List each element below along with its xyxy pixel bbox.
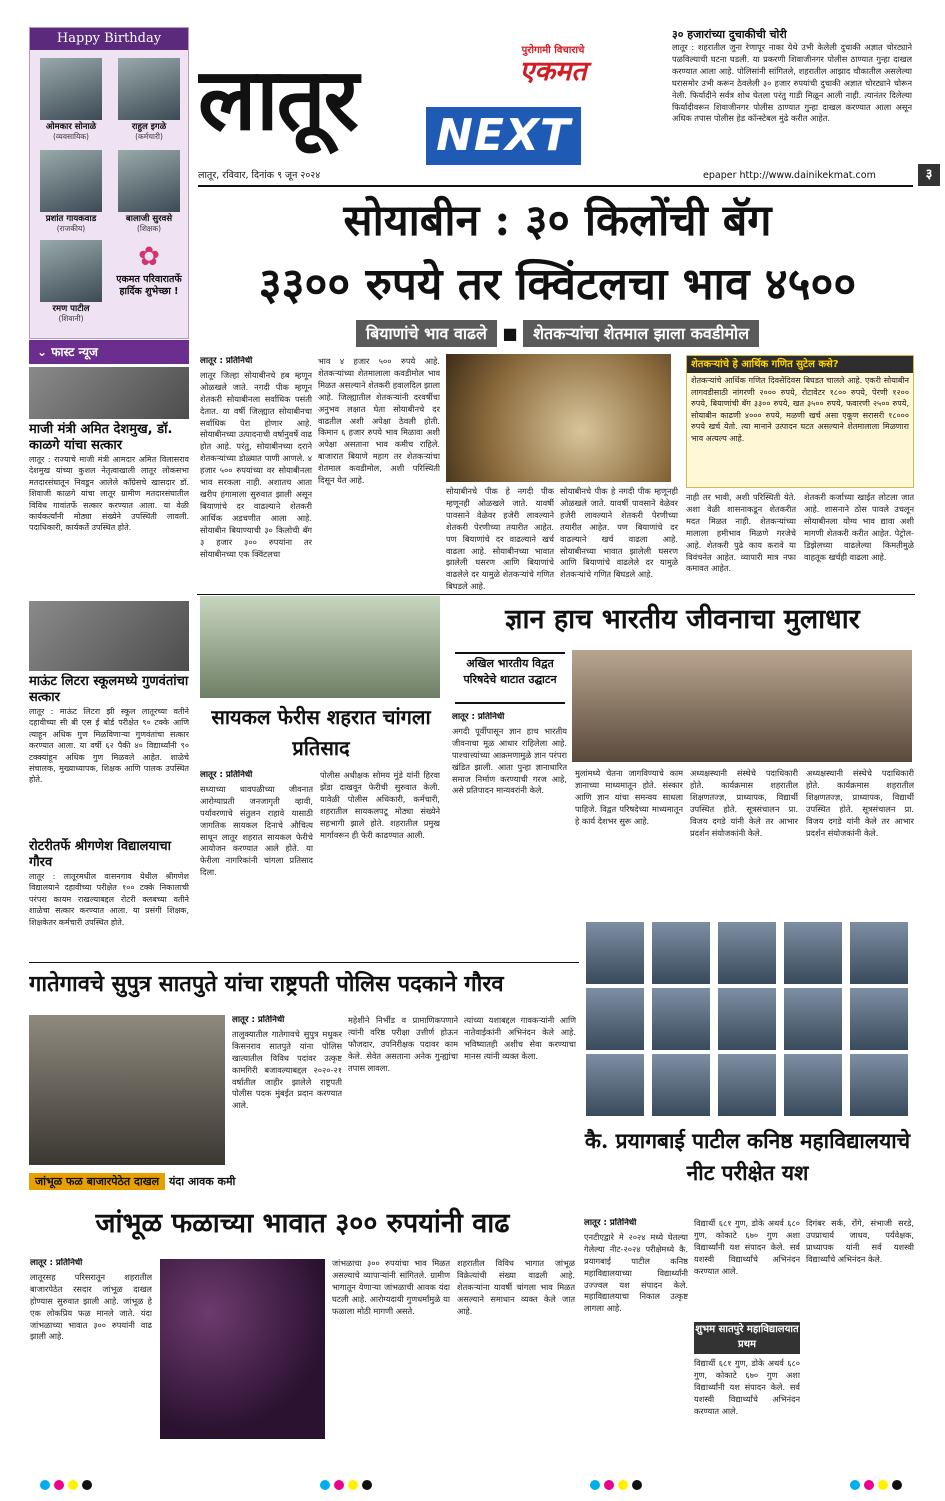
cycling-headline: सायकल फेरीस शहरात चांगला प्रतिसाद [211, 705, 431, 760]
print-mark [40, 1480, 50, 1490]
cycling-col-1 [200, 770, 313, 960]
birthday-person [36, 240, 106, 323]
student-photo [652, 922, 710, 984]
birthday-person [114, 58, 184, 141]
wish-text: एकमत परिवारातर्फे हार्दिक शुभेच्छा ! [116, 274, 182, 297]
birthday-person [36, 150, 106, 233]
person-photo [118, 58, 180, 120]
square-icon: ■ [502, 324, 524, 343]
neet-col-2: विद्यार्थी ६८१ गुण, डोके अथर्व ६८० गुण, कोकाटे ६७० गुण अशा विद्यार्थ्यांनी यश संपादन केले. सर्व यशस्वी विद्यार्थ्यांचे अभिनंदन करण्यात आले. [694, 1218, 800, 1276]
jambhul-col-1-text: लातूरसह परिसरातून शहरातील बाजारपेठेत रसदार जांभूळ दाखल होण्यास सुरुवात झाली आहे. जांभूळ हे एक लोकप्रिय फळ मानले जाते. यंदा जांभळाच्या भावात ३०० रुपयांनी वाढ झाली आहे. [30, 1271, 152, 1342]
fast-news-headline: माऊंट लिटरा स्कूलमध्ये गुणवंतांचा सत्कार [29, 674, 189, 705]
lead-col-5: शेतकरी कर्जाच्या खाईत लोटला जात आहे. शासनाने ठोस पावले उचलून सोयाबीनला योग्य भाव द्यावा अशी मागणी शेतकरी करीत आहेत. पेट्रोल-डिझेलच्या वाढलेल्या किमतीमुळे वाहतूक खर्चही वाढला आहे. [804, 492, 914, 562]
farm-box-title: शेतकऱ्यांचे हे आर्थिक गणित सुटेल कसे? [687, 356, 913, 373]
student-photo [850, 988, 908, 1050]
lead-col-1 [200, 356, 312, 592]
satpute-col-1 [232, 1015, 342, 1167]
print-mark [864, 1480, 874, 1490]
student-photo [784, 1054, 842, 1116]
print-mark [320, 1480, 330, 1490]
jambhul-headline: जांभूळ फळाच्या भावात ३०० रुपयांनी वाढ [95, 1208, 510, 1239]
news-photo [29, 601, 189, 671]
chevron-down-icon: ⌄ [37, 345, 52, 359]
farm-economics-box [686, 355, 914, 488]
person-role: (कर्मचारी) [135, 132, 163, 141]
lead-col-3b: सोयाबीनचे पीक हे नगदी पीक म्हणूनही ओळखले जाते. यावर्षी पावसाने वेळेवर हजेरी लावल्याने शेतकरी पेरणीच्या तयारीत आहेत. पण बियाणांचे दर वाढल्याने खर्च वाढला आहे. सोयाबीनच्या भावात झालेली घसरण आणि बियाणांचे वाढलेले दर यामुळे शेतकऱ्यांचे गणित बिघडले आहे. [560, 486, 678, 580]
student-photo [652, 988, 710, 1050]
satpute-col-2: महेशीने निर्भीड व प्रामाणिकपणाने त्यांनी वरिष्ठ परीक्षा उत्तीर्ण होऊन फौजदार, उपनिरीक्षक पदावर काम केले. सेवेत असताना अनेक गुन्ह्यांचा तपास लावला. [348, 1015, 458, 1073]
person-photo [40, 150, 102, 212]
theft-headline: ३० हजारांच्या दुचाकीची चोरी [672, 28, 787, 41]
satpute-byline: लातूर : प्रतिनिधी [232, 1015, 285, 1025]
person-role: (शिक्षक) [136, 224, 162, 233]
fast-news-headline: माजी मंत्री अमित देशमुख, डॉ. काळगे यांचा सत्कार [29, 422, 173, 453]
print-mark [348, 1480, 358, 1490]
print-mark [590, 1480, 600, 1490]
knowledge-col-1-text: अगदी पूर्वीपासून ज्ञान हाच भारतीय जीवनाचा मूळ आधार राहिलेला आहे. पाश्चात्त्यांच्या आक्रमणामुळे ज्ञान परंपरा खंडित झाली. आता पुन्हा ज्ञानाधारित समाज निर्माण करण्याची गरज आहे, असे प्रतिपादन मान्यवरांनी केले. [452, 725, 567, 796]
print-mark [618, 1480, 628, 1490]
masthead [198, 27, 660, 182]
neet-headline: कै. प्रयागबाई पाटील कनिष्ठ महाविद्यालयाचे नीट परीक्षेत यश [584, 1128, 911, 1185]
neet-photo-grid [582, 920, 913, 1118]
next-logo: NEXT [426, 107, 581, 165]
birthday-person [114, 150, 184, 233]
student-photo [652, 1054, 710, 1116]
knowledge-col-2: मुलांमध्ये चेतना जागविण्याचे काम ज्ञानाच्या माध्यमातून होते. संस्कार आणि ज्ञान यांचा समन्वय साधला पाहिजे. विद्वत परिषदेच्या माध्यमातून हे कार्य देशभर सुरू आहे. [575, 768, 683, 826]
fast-news-title: ⌄ फास्ट न्यूज [29, 340, 189, 364]
lead-subhead [200, 318, 915, 350]
print-mark [878, 1480, 888, 1490]
neet-subbox: शुभम सातपुरे महाविद्यालयात प्रथम [694, 1322, 800, 1354]
person-role: (व्यवसायिक) [52, 132, 89, 141]
jambhul-col-2: जांभळाचा ३०० रुपयांचा भाव मिळत असल्याचे व्यापाऱ्यांनी सांगितले. ग्रामीण भागातून येणाऱ्या जांभळाची आवक यंदा घटली आहे. आरोग्यदायी गुणधर्मांमुळे या फळाला मोठी मागणी असते. [332, 1258, 450, 1316]
logo-latur: लातूर [198, 49, 357, 150]
lokmat-logo [488, 45, 618, 87]
knowledge-headline: ज्ञान हाच भारतीय जीवनाचा मुलाधार [505, 604, 860, 635]
person-photo [118, 150, 180, 212]
print-mark [892, 1480, 902, 1490]
fast-news-text: लातूर : राज्याचे माजी मंत्री आमदार अमित विलासराव देशमुख यांच्या कुशल नेतृत्वाखाली लातूर लोकसभा मतदारसंघातून निवडून आलेले काँग्रेसचे खासदार डॉ. शिवाजी काळगे यांचा लातूर ग्रामीण मतदारसंघातील विविध गावांतर्फे सत्कार करण्यात आला. या वेळी कार्यकर्त्यांनी मोठ्या संख्येने उपस्थिती लावली. पदाधिकारी, कार्यकर्ते उपस्थित होते. [29, 455, 189, 533]
lead-sub-b: शेतकऱ्यांचा शेतमाल झाला कवडीमोल [523, 320, 759, 347]
student-photo [718, 1054, 776, 1116]
section-rule [29, 962, 579, 963]
fast-news-text: लातूर : लातूरमधील वासनगाव येथील श्रीगणेश विद्यालयाने दहावीच्या परीक्षेत १०० टक्के निकालाची परंपरा कायम राखल्याबद्दल रोटरी क्लबच्या वतीने शाळेचा सत्कार करण्यात आला. या प्रसंगी शिक्षक, शिक्षकेतर कर्मचारी उपस्थित होते. [29, 872, 189, 927]
jambhul-col-3: शहरातील विविध भागात जांभूळ विक्रेत्यांची संख्या वाढली आहे. शेतकऱ्यांना यावर्षी चांगला भाव मिळत असल्याने समाधान व्यक्त केले जात आहे. [457, 1258, 575, 1316]
neet-col-2b: विद्यार्थी ६८१ गुण, डोके अथर्व ६८० गुण, कोकाटे ६७० गुण अशा विद्यार्थ्यांनी यश संपादन केले. सर्व यशस्वी विद्यार्थ्यांचे अभिनंदन करण्यात आले. [694, 1358, 800, 1416]
lokmat-name: एकमत [519, 56, 587, 87]
print-mark [362, 1480, 372, 1490]
print-mark [334, 1480, 344, 1490]
satpute-col-1-text: तालुक्यातील गातेगावचे सुपुत्र मधुकर किसनराव सातपुते यांना पोलिस खात्यातील विविध पदांवर उत्कृष्ट कामगिरी बजावल्याबद्दल २०२०-२१ वर्षातील जाहीर झालेले राष्ट्रपती पोलीस पदक मुंबईत प्रदान करण्यात आले. [232, 1028, 342, 1111]
cycling-col-2: पोलीस अधीक्षक सोमय मुंडे यांनी हिरवा झेंडा दाखवून फेरीची सुरुवात केली. यावेळी पोलीस अधिकारी, कर्मचारी, शहरातील सायकलपटू मोठ्या संख्येने सहभागी झाले होते. शहरातील प्रमुख मार्गावरून ही फेरी काढण्यात आली. [320, 770, 440, 840]
student-photo [586, 922, 644, 984]
person-name: प्रशांत गायकवाड [45, 214, 97, 224]
cycling-photo [200, 596, 440, 698]
student-photo [718, 988, 776, 1050]
print-mark [850, 1480, 860, 1490]
jambhul-tag: जांभूळ फळ बाजारपेठेत दाखल [29, 1173, 165, 1190]
birthday-title: Happy Birthday [30, 28, 188, 50]
satpute-photo [29, 1015, 225, 1165]
student-photo [718, 922, 776, 984]
neet-col-1-text: एनटीएद्वारे मे २०२४ मध्ये घेतल्या गेलेल्या नीट-२०२४ परीक्षेमध्ये कै. प्रयागबाई पाटील कनिष्ठ महाविद्यालयाच्या विद्यार्थ्यांनी उज्ज्वल यश संपादन केले. महाविद्यालयाचा निकाल उत्कृष्ट लागला आहे. [584, 1231, 688, 1314]
print-mark [632, 1480, 642, 1490]
jambhul-photo [160, 1259, 325, 1439]
birthday-person [36, 58, 106, 141]
person-name: ओमकार सोनाळे [45, 122, 97, 132]
print-mark [82, 1480, 92, 1490]
student-photo [586, 1054, 644, 1116]
section-rule [197, 594, 915, 595]
lead-col-1-text: लातूर जिल्हा सोयाबीनचे हब म्हणून ओळखले जाते. नगदी पीक म्हणून शेतकरी सोयाबीनला सर्वाधिक पसंती देतात. या वर्षी जिल्ह्यात सोयाबीनचा सर्वाधिक पेरा होणार आहे. सोयाबीनच्या उत्पादनाची वर्षानुवर्षे वाढ होत आहे. परंतु, सोयाबीनच्या दराने शेतकऱ्यांच्या डोळ्यात पाणी आणले. ४ हजार ५०० रुपयांच्या वर सोयाबीनला भाव सरकला नाही. अशातच आता खरीप हंगामाला सुरुवात झाली असून बियाणांचे दर वाढल्याने शेतकरी आर्थिक अडचणीत आला आहे. सोयाबीन बियाण्याची ३० किलोची बॅग ३ हजार ३०० रुपयांना तर सोयाबीनच्या एक क्विंटलचा [200, 369, 312, 559]
person-role: (राजकीय) [56, 224, 86, 233]
jambhul-tag-2: यंदा आवक कमी [168, 1175, 236, 1188]
jambhul-strip [29, 1172, 499, 1192]
page-number: ३ [918, 164, 940, 186]
knowledge-photo [572, 650, 912, 762]
flower-icon: ✿ [138, 242, 160, 272]
neet-byline: लातूर : प्रतिनिधी [584, 1218, 637, 1228]
birthday-box [29, 27, 189, 339]
lead-col-2: भाव ४ हजार ५०० रुपये आहे. शेतकऱ्यांच्या शेतमालाला कवडीमोल भाव मिळत असल्याने शेतकरी हवालदिल झाला आहे. जिल्ह्यातील शेतकऱ्यांनी दरवर्षीचा अनुभव लक्षात घेता सोयाबीनचे दर वाढतील अशी अपेक्षा ठेवली होती. किमान ६ हजार रुपये भाव मिळावा अशी अपेक्षा असताना भाव कमीच राहिले. बाजारात बियाणे महाग तर शेतकऱ्यांचा शेतमाल कवडीमोल, अशी परिस्थिती दिसून येत आहे. [318, 356, 440, 486]
news-photo [29, 367, 189, 419]
soybean-photo [446, 354, 671, 482]
lokmat-tag: पुरोगामी विचाराचे [521, 45, 585, 56]
knowledge-col-4: अध्यक्षस्थानी संस्थेचे पदाधिकारी होते. कार्यक्रमास शहरातील शिक्षणतज्ज्ञ, प्राध्यापक, विद्यार्थी उपस्थित होते. सूत्रसंचालन प्रा. विजय दगडे यांनी केले तर आभार प्रदर्शन संयोजकांनी केले. [806, 768, 914, 838]
neet-col-3: दिगंबर सर्क, रोंगे, संभाजी सरडे, उपप्राचार्य जाधव, पर्यवेक्षक, प्राध्यापक यांनी सर्व यशस्वी विद्यार्थ्यांचे अभिनंदन केले. [806, 1218, 914, 1264]
theft-story [672, 27, 912, 159]
theft-text: लातूर : शहरातील जुना रेणापूर नाका येथे उभी केलेली दुचाकी अज्ञात चोरट्याने पळविल्याची घटना घडली. या प्रकरणी शिवाजीनगर पोलीस ठाण्यात गुन्हा दाखल करण्यात आला आहे. पोलिसांनी सांगितले, शहरातील आझाद चौकातील असलेल्या घरासमोर उभी करून ठेवलेली ३० हजार रुपयांची दुचाकी अज्ञात चोरट्याने चोरून नेली. फिर्यादीने सर्वत्र शोध घेतला परंतु गाडी मिळून आली नाही. त्यानंतर दिलेल्या फिर्यादीवरून शिवाजीनगर पोलीस ठाण्यात गुन्हा दाखल करण्यात आला असून अधिक तपास पोलीस हेड कॉन्स्टेबल मुंढे करीत आहेत. [672, 42, 912, 124]
student-photo [784, 988, 842, 1050]
lead-byline: लातूर : प्रतिनिधी [200, 356, 253, 366]
knowledge-col-1 [452, 712, 567, 957]
student-photo [850, 1054, 908, 1116]
knowledge-byline: लातूर : प्रतिनिधी [452, 712, 505, 722]
jambhul-col-1 [30, 1258, 152, 1472]
cycling-col-1-text: सध्याच्या धावपळीच्या जीवनात आरोग्याप्रती जनजागृती व्हावी, पर्यावरणाचे संतुलन राहावे यासाठी जागतिक सायकल दिनाचे औचित्य साधून लातूर शहरात सायकल फेरीचे आयोजन करण्यात आले होते. या फेरीला नागरिकांनी चांगला प्रतिसाद दिला. [200, 783, 313, 878]
knowledge-col-3: अध्यक्षस्थानी संस्थेचे पदाधिकारी होते. कार्यक्रमास शहरातील शिक्षणतज्ज्ञ, प्राध्यापक, विद्यार्थी उपस्थित होते. सूत्रसंचालन प्रा. विजय दगडे यांनी केले तर आभार प्रदर्शन संयोजकांनी केले. [690, 768, 798, 838]
lead-headline-2: ३३०० रुपये तर क्विंटलचा भाव ४५०० [258, 259, 857, 310]
person-name: रमण पाटील [52, 304, 90, 314]
print-mark [604, 1480, 614, 1490]
jambhul-byline: लातूर : प्रतिनिधी [30, 1258, 83, 1268]
person-name: बालाजी सुरवसे [125, 214, 173, 224]
student-photo [850, 922, 908, 984]
lead-sub-a: बियाणांचे भाव वाढले [356, 320, 497, 347]
person-role: (शिवानी) [58, 314, 84, 323]
dateline: लातूर, रविवार, दिनांक ९ जून २०२४ [198, 170, 321, 181]
print-mark [68, 1480, 78, 1490]
satpute-col-3: त्यांच्या यशाबद्दल गावकऱ्यांनी आणि नातेवाईकांनी अभिनंदन केले आहे. भविष्यातही अशीच सेवा करण्याचा मानस त्यांनी व्यक्त केला. [464, 1015, 576, 1061]
student-photo [784, 922, 842, 984]
farm-box-text: शेतकऱ्यांचे आर्थिक गणित दिवसेंदिवस बिघडत चालले आहे. एकरी सोयाबीन लागवडीसाठी नांगरणी २००० रुपये, रोटावेटर १८०० रुपये, पेरणी १२०० रुपये, बियाणांची बॅग ३३०० रुपये, खत ३५०० रुपये, फवारणी २५०० रुपये, सोयाबीन काढणी ४००० रुपये, मळणी खर्च असा एकूण सरासरी १८००० रुपये खर्च येतो. त्या मानाने उत्पादन घटत असल्याने शेतमालाला मिळणारा भाव अत्यल्प आहे. [691, 376, 909, 443]
print-mark [54, 1480, 64, 1490]
lead-col-4: नाही तर भावी, अशी परिस्थिती येते. अशा वेळी शासनाकडून शेतकरीत मदत मिळत नाही. शेतकऱ्यांच्या मालाला हमीभाव मिळणे गरजेचे आहे. शेतकरी पुढे काय करावे या विवंचनेत आहेत. व्यापारी मात्र नफा कमावत आहेत. [686, 492, 796, 574]
lead-col-3: सोयाबीनचे पीक हे नगदी पीक म्हणूनही ओळखले जाते. यावर्षी पावसाने वेळेवर हजेरी लावल्याने शेतकरी पेरणीच्या तयारीत आहेत. पण बियाणांचे दर वाढल्याने खर्च वाढला आहे. सोयाबीनच्या भावात झालेली घसरण आणि बियाणांचे वाढलेले दर यामुळे शेतकऱ्यांचे गणित बिघडले आहे. [446, 486, 554, 592]
person-photo [40, 58, 102, 120]
lead-headline-1: सोयाबीन : ३० किलोंची बॅग [343, 196, 772, 246]
birthday-wish [114, 240, 184, 298]
cycling-byline: लातूर : प्रतिनिधी [200, 770, 253, 780]
fast-news-headline: रोटरीतर्फे श्रीगणेश विद्यालयाचा गौरव [29, 839, 172, 870]
knowledge-subhead: अखिल भारतीय विद्वत परिषदेचे थाटात उद्घाटन [455, 652, 565, 704]
epaper-link[interactable]: epaper http://www.dainikekmat.com [703, 170, 876, 181]
student-photo [586, 988, 644, 1050]
fast-news-text: लातूर : माऊंट लिटरा झी स्कूल लातूरच्या वतीने दहावीच्या सी बी एस ई बोर्ड परीक्षेत ९० टक्के आणि त्याहून अधिक गुण मिळविणाऱ्या गुणवंतांचा सत्कार करण्यात आला. या वर्षी ६२ पैकी ४० विद्यार्थ्यांनी ९० टक्क्यांहून अधिक गुण मिळवले आहेत. शाळेचे संचालक, मुख्याध्यापक, शिक्षक आणि पालक उपस्थित होते. [29, 707, 189, 785]
satpute-headline: गातेगावचे सुपुत्र सातपुते यांचा राष्ट्रपती पोलिस पदकाने गौरव [29, 971, 504, 997]
neet-col-1 [584, 1218, 688, 1474]
person-name: राहुल इगळे [131, 122, 167, 132]
masthead-rule [198, 185, 913, 187]
person-photo [40, 240, 102, 302]
